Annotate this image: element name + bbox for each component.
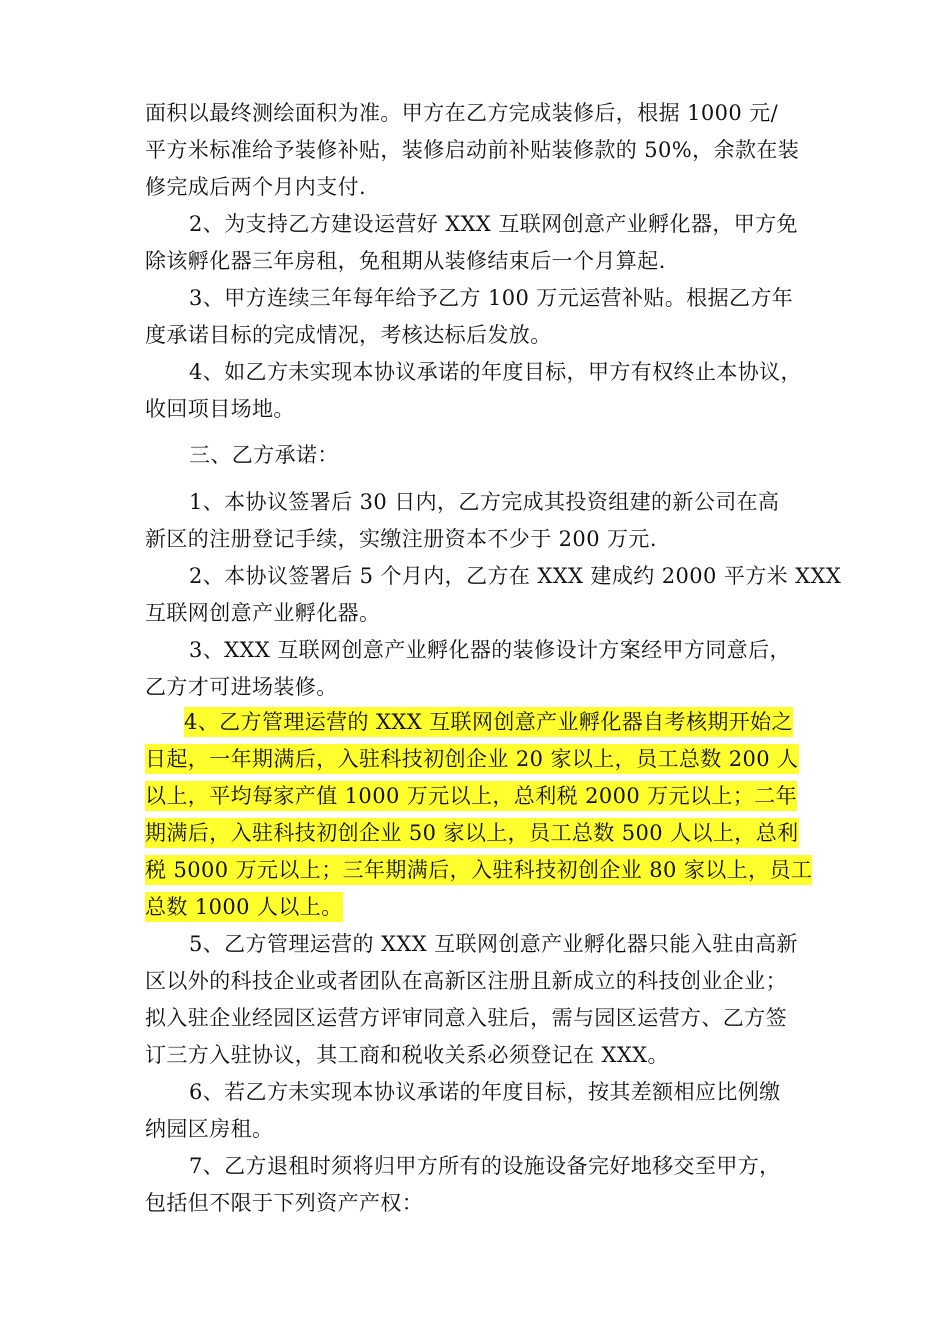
highlighted-text-line: 总数 1000 人以上。: [145, 892, 343, 922]
text-line: 互联网创意产业孵化器。: [145, 601, 381, 625]
text-line: 平方米标准给予装修补贴，装修启动前补贴装修款的 50%，余款在装: [145, 138, 800, 162]
text-line: 订三方入驻协议，其工商和税收关系必须登记在 XXX。: [145, 1043, 669, 1067]
highlighted-text-line: 日起，一年期满后，入驻科技初创企业 20 家以上，员工总数 200 人: [145, 744, 799, 774]
highlighted-text-line: 4、乙方管理运营的 XXX 互联网创意产业孵化器自考核期开始之: [184, 707, 793, 737]
text-line: 6、若乙方未实现本协议承诺的年度目标，按其差额相应比例缴: [189, 1080, 781, 1104]
highlighted-text-line: 期满后，入驻科技初创企业 50 家以上，员工总数 500 人以上，总利: [145, 818, 799, 848]
text-line: 收回项目场地。: [145, 397, 295, 421]
text-line: 5、乙方管理运营的 XXX 互联网创意产业孵化器只能入驻由高新: [189, 932, 798, 956]
text-line: 区以外的科技企业或者团队在高新区注册且新成立的科技创业企业；: [145, 969, 787, 993]
text-line: 2、为支持乙方建设运营好 XXX 互联网创意产业孵化器，甲方免: [189, 212, 798, 236]
text-line: 7、乙方退租时须将归甲方所有的设施设备完好地移交至甲方，: [189, 1154, 781, 1178]
text-line: 度承诺目标的完成情况，考核达标后发放。: [145, 323, 552, 347]
text-line: 纳园区房租。: [145, 1117, 274, 1141]
text-line: 拟入驻企业经园区运营方评审同意入驻后，需与园区运营方、乙方签: [145, 1006, 787, 1030]
text-line: 3、XXX 互联网创意产业孵化器的装修设计方案经甲方同意后，: [189, 638, 791, 662]
text-line: 2、本协议签署后 5 个月内，乙方在 XXX 建成约 2000 平方米 XXX: [189, 564, 842, 588]
text-line: 包括但不限于下列资产产权：: [145, 1191, 424, 1215]
text-line: 乙方才可进场装修。: [145, 675, 338, 699]
text-line: 面积以最终测绘面积为准。甲方在乙方完成装修后，根据 1000 元/: [145, 101, 779, 125]
text-line: 3、甲方连续三年每年给予乙方 100 万元运营补贴。根据乙方年: [189, 286, 794, 310]
section-heading: 三、乙方承诺：: [189, 443, 339, 467]
highlighted-text-line: 以上，平均每家产值 1000 万元以上，总利税 2000 万元以上；二年: [145, 781, 797, 811]
text-line: 除该孵化器三年房租，免租期从装修结束后一个月算起.: [145, 249, 666, 273]
text-line: 修完成后两个月内支付.: [145, 175, 367, 199]
text-line: 4、如乙方未实现本协议承诺的年度目标，甲方有权终止本协议，: [189, 360, 802, 384]
text-line: 新区的注册登记手续，实缴注册资本不少于 200 万元.: [145, 527, 657, 551]
text-line: 1、本协议签署后 30 日内，乙方完成其投资组建的新公司在高: [189, 490, 780, 514]
highlighted-text-line: 税 5000 万元以上；三年期满后，入驻科技初创企业 80 家以上，员工: [145, 855, 812, 885]
